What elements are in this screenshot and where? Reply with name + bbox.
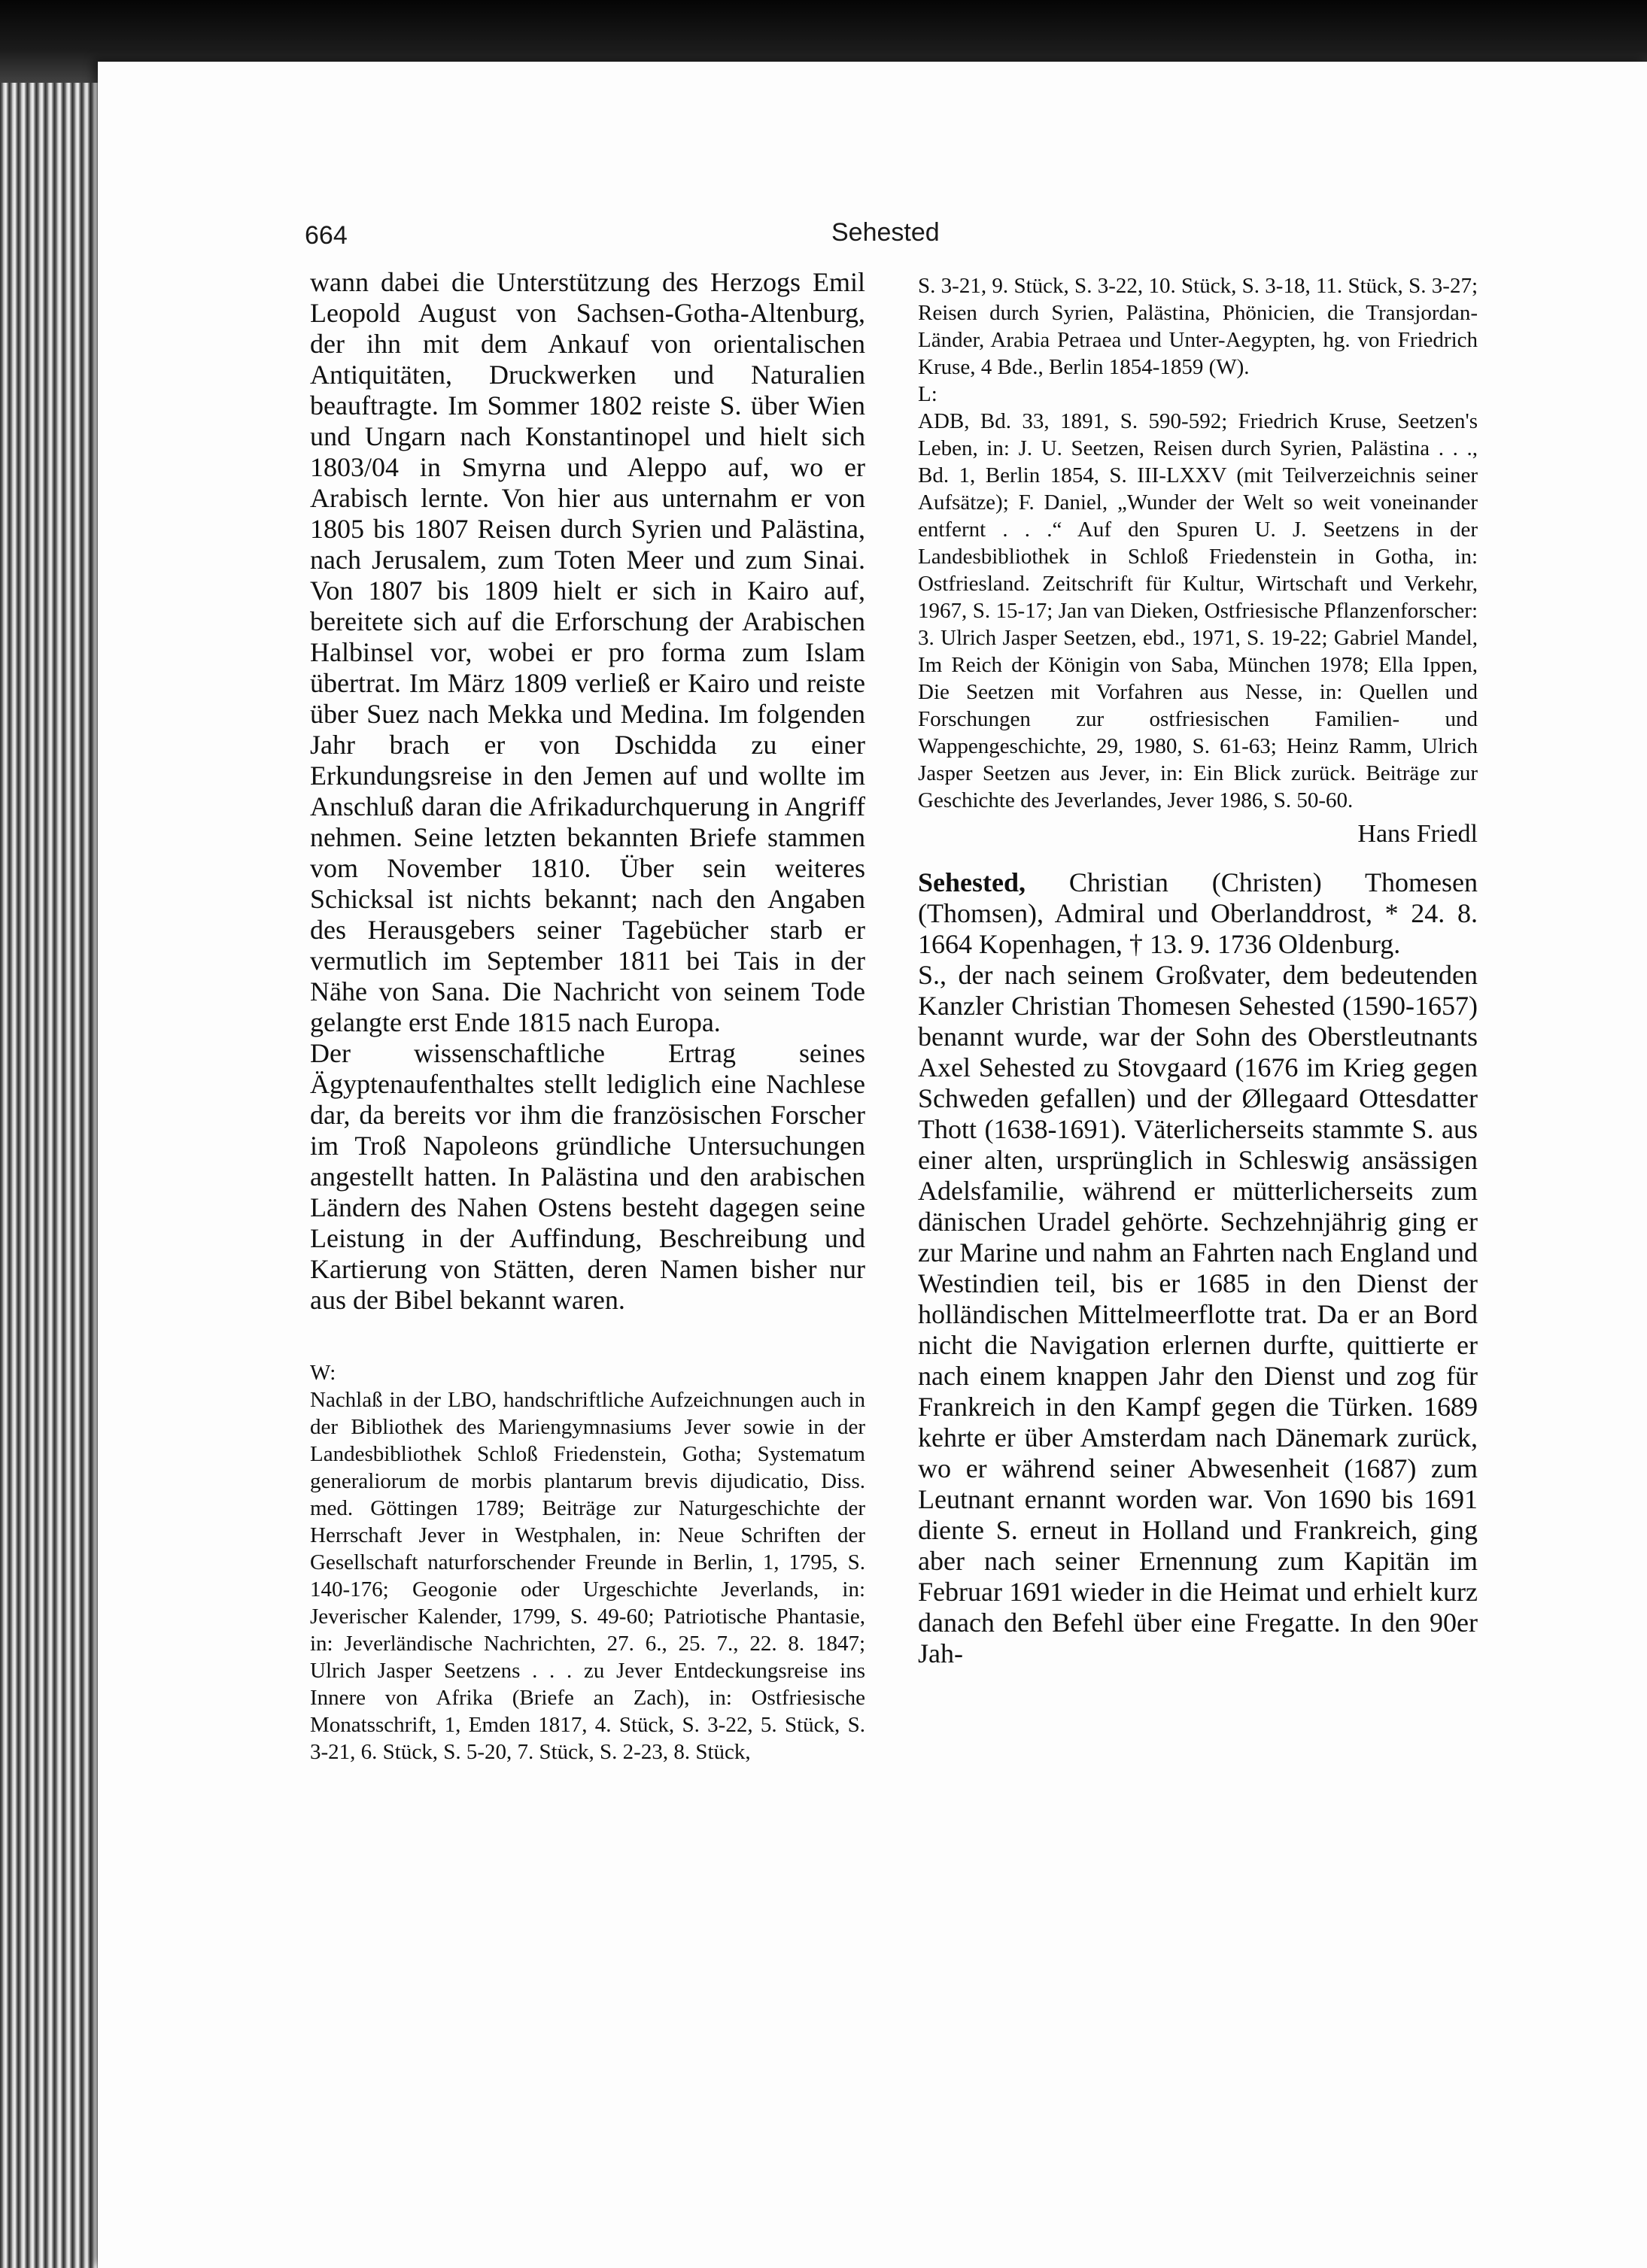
new-entry-heading xyxy=(918,867,1478,960)
left-column xyxy=(310,267,865,1766)
author-signature: Hans Friedl xyxy=(1357,820,1478,848)
works-label: W: xyxy=(310,1361,336,1385)
new-entry-body: S., der nach seinem Großvater, dem bedeutenden Kanzler Christian Thomesen Sehested (1590-1657) benannt wurde, war der Sohn des Oberstleutnants Axel Sehested zu Stovgaard (1676 im Krieg gegen Schweden gefallen) und der Øllegaard Ottesdatter Thott (1638-1691). Väterlicherseits stammte S. aus einer alten, ursprünglich in Schleswig ansässigen Adelsfamilie, während er mütterlicherseits zum dänischen Uradel gehörte. Sechzehnjährig ging er zur Marine und nahm an Fahrten nach England und Westindien teil, bis er 1685 in den Dienst der holländischen Mittelmeerflotte trat. Da er an Bord nicht die Navigation erlernen durfte, quittierte er nach einem knappen Jahr den Dienst und zog für Frankreich in den Kampf gegen die Türken. 1689 kehrte er über Amsterdam nach Dänemark zurück, wo er während seiner Abwesenheit (1687) zum Leutnant ernannt worden war. Von 1690 bis 1691 diente S. erneut in Holland und Frankreich, ging aber nach seiner Ernennung zum Kapitän im Februar 1691 wieder in die Heimat und erhielt kurz danach den Befehl über eine Fregatte. In den 90er Jah- xyxy=(918,960,1478,1668)
spacer xyxy=(310,1316,865,1359)
intro-paragraph: wann dabei die Unterstützung des Herzogs Emil Leopold August von Sachsen-Gotha-Altenburg, der ihn mit dem Ankauf von orientalischen Antiquitäten, Druckwerken und Naturalien beauftragte. Im Sommer 1802 reiste S. über Wien und Ungarn nach Konstantinopel und hielt sich 1803/04 in Smyrna und Aleppo auf, wo er Arabisch lernte. Von hier aus unternahm er von 1805 bis 1807 Reisen durch Syrien und Palästina, nach Jerusalem, zum Toten Meer und zum Sinai. Von 1807 bis 1809 hielt er sich in Kairo auf, bereitete sich auf die Erforschung der Arabischen Halbinsel vor, wobei er pro forma zum Islam übertrat. Im März 1809 verließ er Kairo und reiste über Suez nach Mekka und Medina. Im folgenden Jahr brach er von Dschidda zu einer Erkundungsreise in den Jemen auf und wollte im Anschluß daran die Afrikadurchquerung in Angriff nehmen. Seine letzten bekannten Briefe stammen vom November 1810. Über sein weiteres Schicksal ist nichts bekannt; nach den Angaben des Herausgebers seiner Tagebücher starb er vermutlich im September 1811 bei Tais in der Nähe von Sana. Die Nachricht von seinem Tode gelangte erst Ende 1815 nach Europa. xyxy=(310,267,865,1037)
page-header xyxy=(305,215,1527,260)
works-text: Nachlaß in der LBO, handschriftliche Aufzeichnungen auch in der Bibliothek des Mariengymnasiums Jever sowie in der Landesbibliothek Schloß Friedenstein, Gotha; Systematum generaliorum de morbis plantarum brevis dijudicatio, Diss. med. Göttingen 1789; Beiträge zur Naturgeschichte der Herrschaft Jever in Westphalen, in: Neue Schriften der Gesellschaft naturforschender Freunde in Berlin, 1, 1795, S. 140-176; Geogonie oder Urgeschichte Jeverlands, in: Jeverischer Kalender, 1799, S. 49-60; Patriotische Phantasie, in: Jeverländische Nachrichten, 27. 6., 25. 7., 22. 8. 1847; Ulrich Jasper Seetzens . . . zu Jever Entdeckungsreise ins Innere von Afrika (Briefe an Zach), in: Ostfriesische Monatsschrift, 1, Emden 1817, 4. Stück, S. 3-22, 5. Stück, S. 3-21, 6. Stück, S. 5-20, 7. Stück, S. 2-23, 8. Stück, xyxy=(310,1388,865,1764)
entry-header-text: Christian (Christen) Thomesen (Thomsen), Admiral und Oberlanddrost, * 24. 8. 1664 Kopenhagen, † 13. 9. 1736 Oldenburg. xyxy=(918,867,1478,959)
spacer xyxy=(918,849,1478,867)
running-head: Sehested xyxy=(831,218,940,247)
entry-name: Sehested, xyxy=(918,867,1026,897)
literature-label: L: xyxy=(918,382,937,406)
right-column xyxy=(918,272,1478,1669)
book-fore-edge xyxy=(0,83,105,2268)
legacy-paragraph: Der wissenschaftliche Ertrag seines Ägyptenaufenthaltes stellt lediglich eine Nachlese dar, da bereits vor ihm die französischen Forscher im Troß Napoleons gründliche Untersuchungen angestellt hatten. In Palästina und den arabischen Ländern des Nahen Ostens besteht dagegen seine Leistung in der Auffindung, Beschreibung und Kartierung von Stätten, deren Namen bisher nur aus der Bibel bekannt waren. xyxy=(310,1038,865,1315)
page-number: 664 xyxy=(305,221,348,250)
works-continued: S. 3-21, 9. Stück, S. 3-22, 10. Stück, S. 3-18, 11. Stück, S. 3-27; Reisen durch Syrien, Palästina, Phönicien, die Transjordan-Länder, Arabia Petraea und Unter-Aegypten, hg. von Friedrich Kruse, 4 Bde., Berlin 1854-1859 (W). xyxy=(918,274,1478,379)
literature-text: ADB, Bd. 33, 1891, S. 590-592; Friedrich Kruse, Seetzen's Leben, in: J. U. Seetzen, Reisen durch Syrien, Palästina . . ., Bd. 1, Berlin 1854, S. III-LXXV (mit Teilverzeichnis seiner Aufsätze); F. Daniel, „Wunder der Welt so weit voneinander entfernt . . .“ Auf den Spuren U. J. Seetzens in der Landesbibliothek in Schloß Friedenstein in Gotha, in: Ostfriesland. Zeitschrift für Kultur, Wirtschaft und Verkehr, 1967, S. 15-17; Jan van Dieken, Ostfriesische Pflanzenforscher: 3. Ulrich Jasper Seetzen, ebd., 1971, S. 19-22; Gabriel Mandel, Im Reich der Königin von Saba, München 1978; Ella Ippen, Die Seetzen mit Vorfahren aus Nesse, in: Quellen und Forschungen zur ostfriesischen Familien- und Wappengeschichte, 29, 1980, S. 61-63; Heinz Ramm, Ulrich Jasper Seetzen aus Jever, in: Ein Blick zurück. Beiträge zur Geschichte des Jeverlandes, Jever 1986, S. 50-60. xyxy=(918,409,1478,812)
